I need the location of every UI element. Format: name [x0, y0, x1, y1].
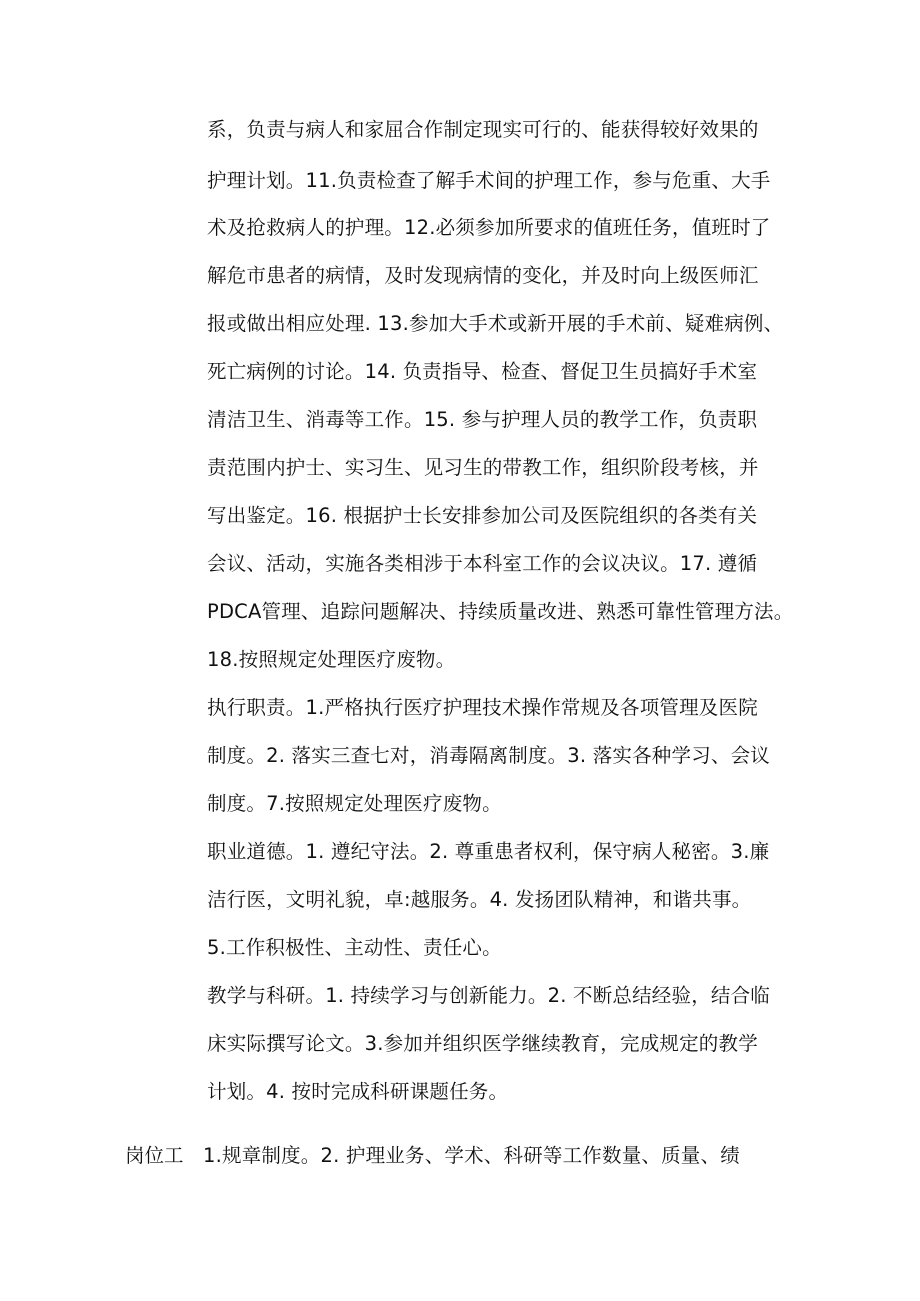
text-line: 教学与科研。1. 持续学习与创新能力。2. 不断总结经验，结合临: [207, 984, 771, 1007]
text-line: 责范围内护士、实习生、见习生的带教工作，组织阶段考核，并: [207, 456, 759, 479]
text-line: 床实际撰写论文。3.参加并组织医学继续教育，完成规定的教学: [207, 1032, 758, 1055]
text-line: 5.工作积极性、主动性、责任心。: [207, 936, 502, 959]
text-line: 会议、活动，实施各类相涉于本科室工作的会议决议。17. 遵循: [207, 552, 758, 575]
text-line: PDCA管理、追踪问题解决、持续质量改进、熟悉可靠性管理方法。: [207, 600, 794, 623]
table-row-label: 岗位工: [125, 1144, 184, 1167]
text-line: 写出鉴定。16. 根据护士长安排参加公司及医院组织的各类有关: [207, 504, 758, 527]
text-line: 清洁卫生、消毒等工作。15. 参与护理人员的教学工作，负责职: [207, 408, 758, 431]
text-line: 护理计划。11.负责检查了解手术间的护理工作，参与危重、大手: [207, 169, 771, 192]
text-line: 系，负责与病人和家屈合作制定现实可行的、能获得较好效果的: [207, 118, 759, 141]
table-row-text: 1.规章制度。2. 护理业务、学术、科研等工作数量、质量、绩: [203, 1144, 740, 1167]
text-line: 职业道德。1. 遵纪守法。2. 尊重患者权利，保守病人秘密。3.廉: [207, 840, 770, 863]
text-line: 死亡病例的讨论。14. 负责指导、检查、督促卫生员搞好手术室: [207, 360, 758, 383]
text-line: 解危市患者的病情，及时发现病情的变化，并及时向上级医师汇: [207, 264, 759, 287]
text-line: 术及抢救病人的护理。12.必须参加所要求的值班任务，值班时了: [207, 216, 771, 239]
text-line: 18.按照规定处理医疗废物。: [207, 648, 456, 671]
text-line: 计划。4. 按时完成科研课题任务。: [207, 1080, 509, 1103]
text-line: 制度。7.按照规定处理医疗废物。: [207, 792, 502, 815]
text-line: 报或做出相应处理. 13.参加大手术或新开展的手术前、疑难病例、: [207, 312, 784, 335]
text-line: 执行职责。1.严格执行医疗护理技术操作常规及各项管理及医院: [207, 696, 758, 719]
text-line: 制度。2. 落实三查七对，消毒隔离制度。3. 落实各种学习、会议: [207, 744, 771, 767]
text-line: 洁行医，文明礼貌，卓:越服务。4. 发扬团队精神，和谐共事。: [207, 888, 752, 911]
